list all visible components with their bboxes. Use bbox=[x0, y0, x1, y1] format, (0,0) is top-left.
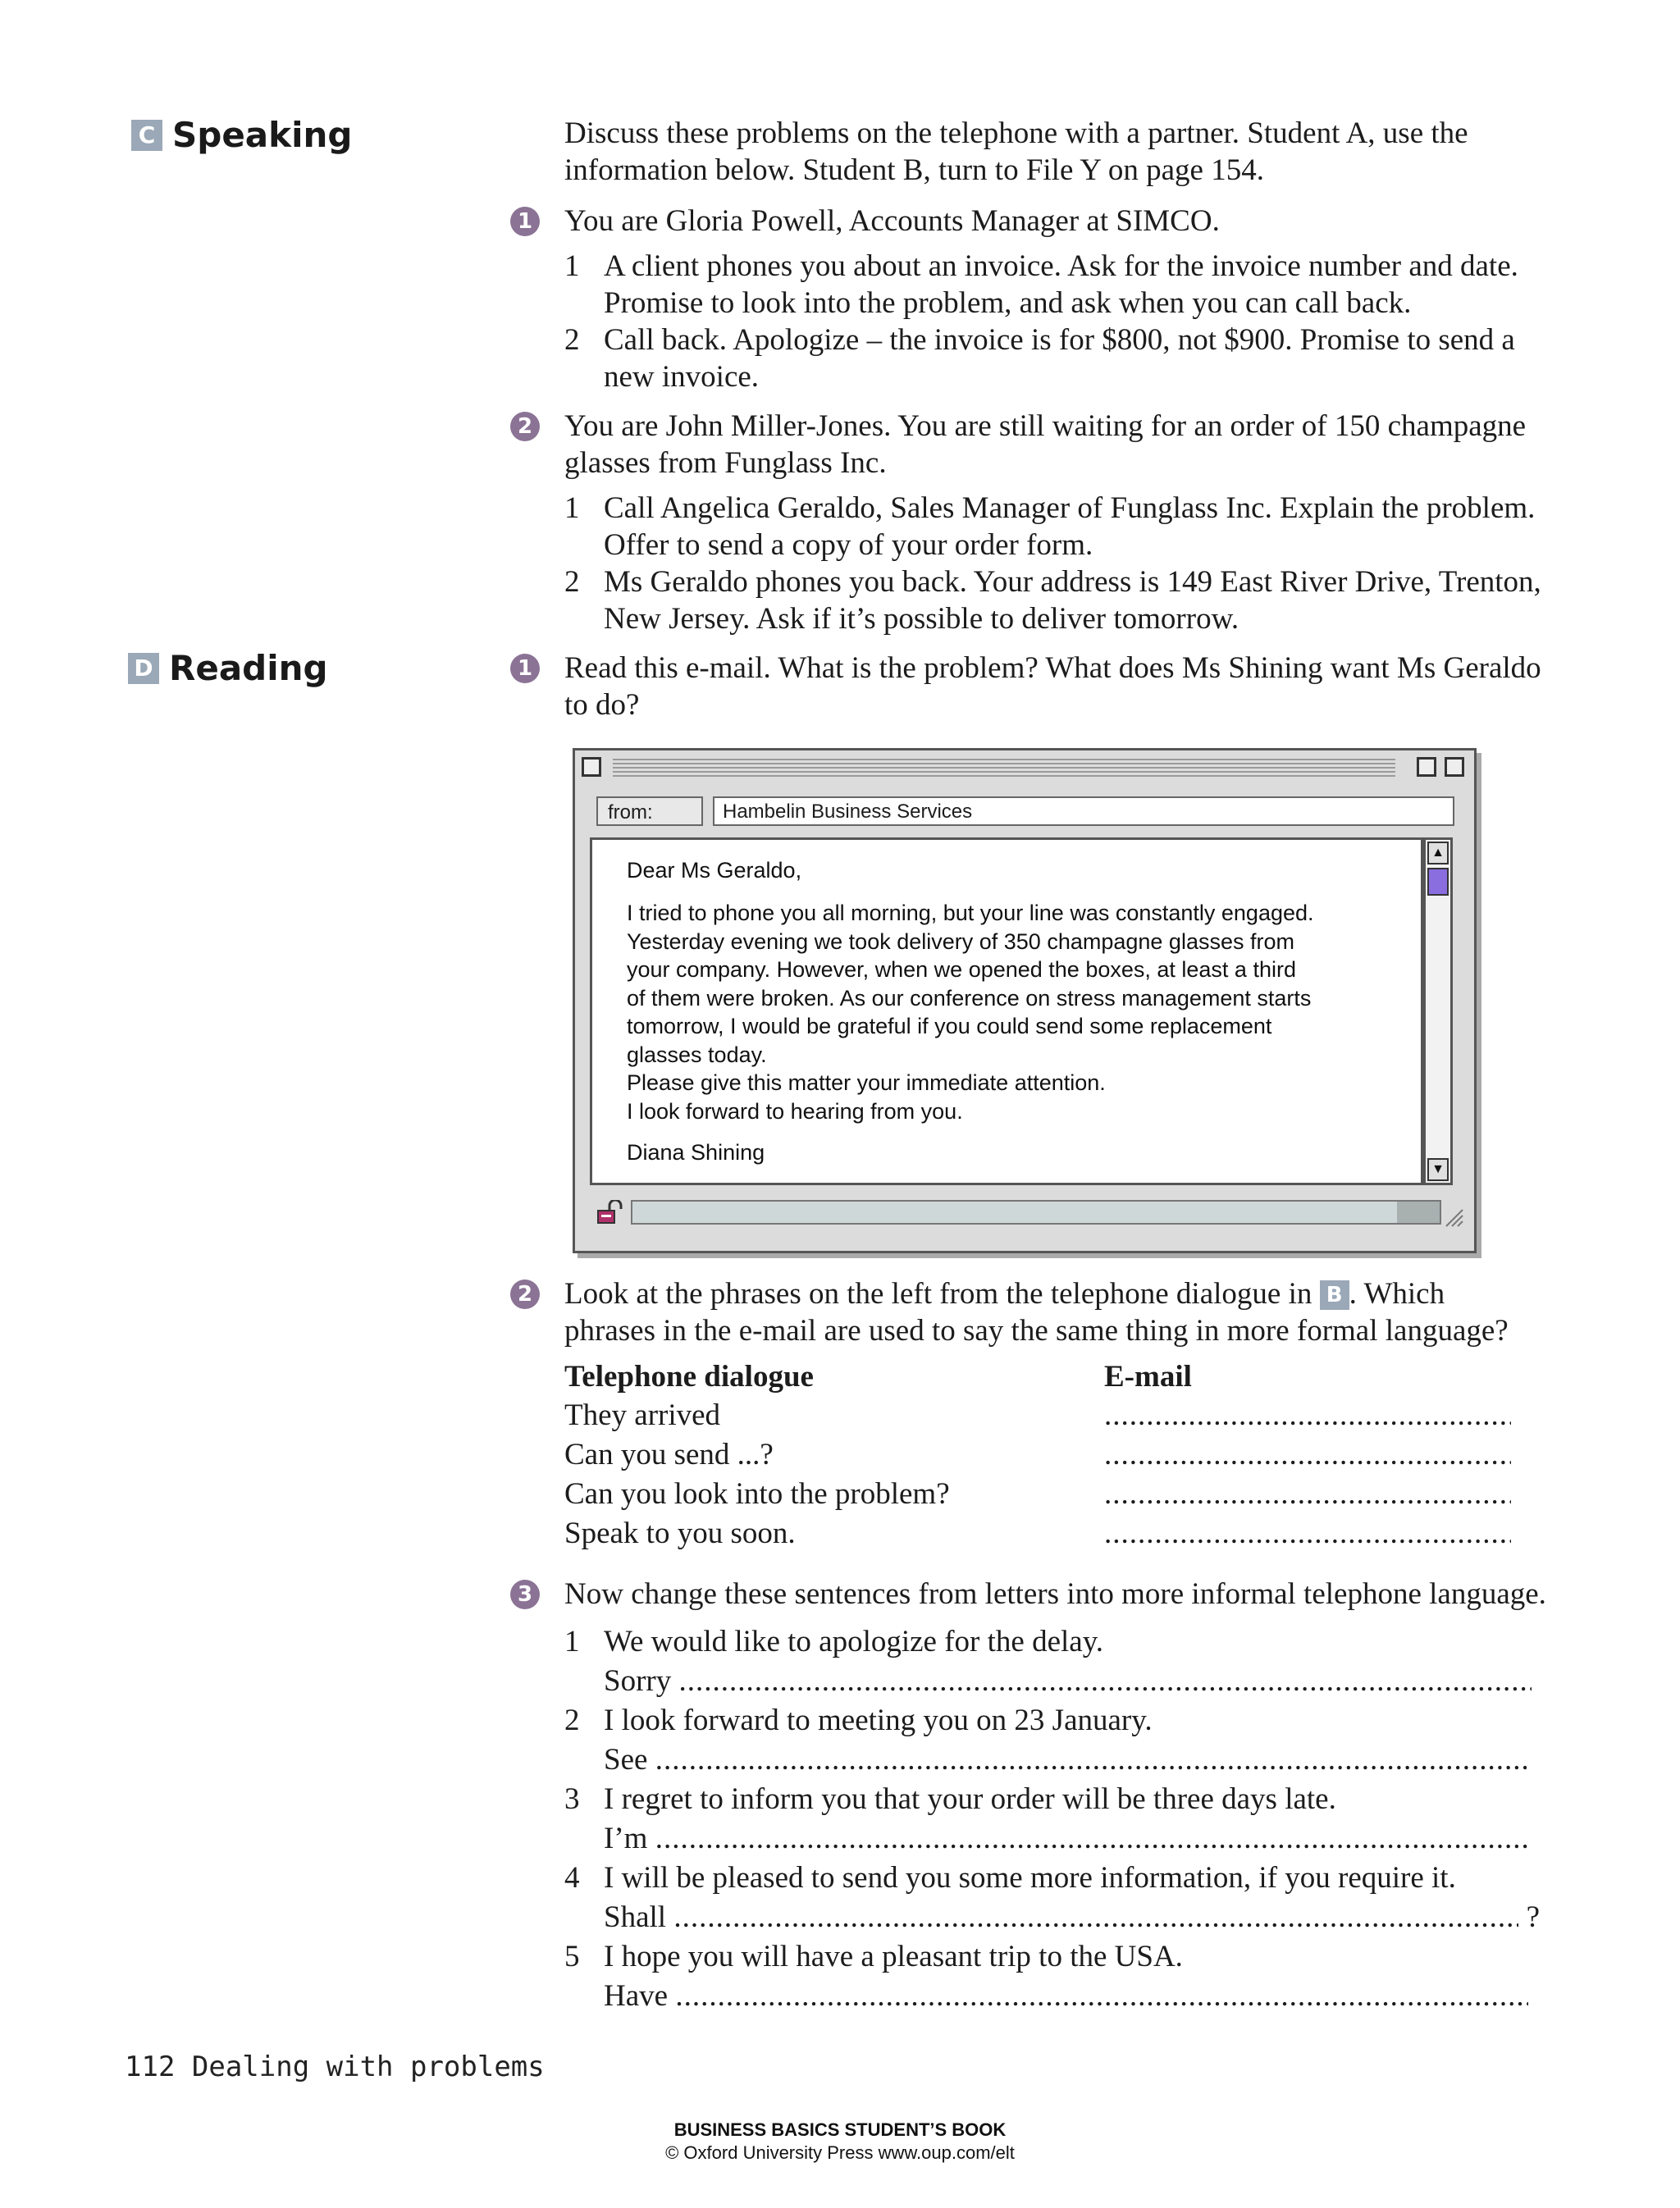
phrase-row: Can you send ...? bbox=[564, 1438, 774, 1471]
zoom-box-icon[interactable] bbox=[1417, 757, 1436, 777]
section-b-ref-badge: B bbox=[1320, 1280, 1349, 1310]
email-signature: Diana Shining bbox=[627, 1140, 765, 1165]
email-paragraph: I tried to phone you all morning, but your line was constantly engaged. Yesterday evening we took delivery of 350 champagne glasses from your company. However, when we opened the boxes, at least a third of them were broken. As our conference on stress management starts tomorrow, I would be grateful if you could send some replacement glasses today. Please give this matter your immediate attention. I look forward to hearing from you. bbox=[627, 901, 1314, 1124]
task-number-c1: 1 bbox=[510, 207, 540, 236]
phrase-row: They arrived bbox=[564, 1398, 721, 1432]
column-header-telephone: Telephone dialogue bbox=[564, 1360, 814, 1394]
section-c-heading bbox=[131, 115, 352, 155]
answer-blank[interactable] bbox=[675, 1978, 1528, 2014]
task-c2-text: You are John Miller-Jones. You are still waiting for an order of 150 champagne glasses from Funglass Inc. bbox=[564, 409, 1527, 480]
column-header-email: E-mail bbox=[1104, 1360, 1192, 1394]
section-d-title: Reading bbox=[169, 648, 328, 688]
horizontal-scrollbar[interactable] bbox=[631, 1200, 1441, 1225]
email-scrollbar[interactable] bbox=[1423, 837, 1453, 1185]
section-c-intro: Discuss these problems on the telephone with a partner. Student A, use the information below. Student B, turn to File Y on page 154. bbox=[564, 116, 1468, 187]
section-d-letter: D bbox=[128, 653, 159, 684]
email-body[interactable] bbox=[590, 837, 1423, 1185]
task-c1-text: You are Gloria Powell, Accounts Manager at SIMCO. bbox=[564, 204, 1220, 238]
horizontal-scroll-thumb[interactable] bbox=[1397, 1202, 1440, 1223]
rewrite-item: 1 We would like to apologize for the delay. Sorry ..... bbox=[564, 1623, 1549, 1702]
scroll-thumb[interactable] bbox=[1427, 868, 1449, 896]
section-c-title: Speaking bbox=[172, 115, 353, 155]
rewrite-item: 5 I hope you will have a pleasant trip to the USA. Have ..... bbox=[564, 1938, 1549, 2017]
answer-blank[interactable] bbox=[1104, 1397, 1511, 1434]
task-d3-text: Now change these sentences from letters into more informal telephone language. bbox=[564, 1577, 1546, 1611]
publisher-footer: BUSINESS BASICS STUDENT’S BOOK © Oxford University Press www.oup.com/elt bbox=[665, 2119, 1015, 2163]
answer-blank[interactable] bbox=[1104, 1476, 1511, 1512]
task-d1-text: Read this e-mail. What is the problem? What does Ms Shining want Ms Geraldo to do? bbox=[564, 651, 1541, 722]
answer-blank[interactable] bbox=[1104, 1515, 1511, 1552]
from-label: from: bbox=[596, 796, 703, 826]
task-number-d2: 2 bbox=[510, 1280, 540, 1309]
section-d-heading bbox=[128, 648, 328, 688]
rewrite-item: 2 I look forward to meeting you on 23 January. See ..... bbox=[564, 1702, 1549, 1781]
scroll-down-arrow-icon[interactable]: ▼ bbox=[1427, 1158, 1449, 1181]
rewrite-item: 4 I will be pleased to send you some more information, if you require it. Shall ..... ? bbox=[564, 1859, 1549, 1938]
phrase-row: Speak to you soon. bbox=[564, 1517, 796, 1550]
task-number-d1: 1 bbox=[510, 654, 540, 683]
answer-blank[interactable] bbox=[655, 1741, 1527, 1778]
close-box-icon[interactable] bbox=[582, 757, 601, 777]
from-field[interactable]: Hambelin Business Services bbox=[713, 796, 1454, 826]
email-from-row bbox=[596, 796, 1454, 828]
task-number-d3: 3 bbox=[510, 1580, 540, 1609]
email-status-bar bbox=[590, 1195, 1453, 1231]
answer-blank[interactable] bbox=[1104, 1436, 1511, 1473]
section-c-letter: C bbox=[131, 120, 162, 151]
unlock-icon[interactable] bbox=[595, 1200, 623, 1225]
email-window bbox=[573, 748, 1477, 1253]
phrase-row: Can you look into the problem? bbox=[564, 1477, 950, 1511]
page-number-footer: 112 Dealing with problems bbox=[125, 2051, 545, 2083]
task-number-c2: 2 bbox=[510, 412, 540, 441]
title-bar-stripes bbox=[613, 759, 1395, 777]
collapse-box-icon[interactable] bbox=[1445, 757, 1464, 777]
task-d2-text: Look at the phrases on the left from the telephone dialogue in B . Which phrases in the e-mail are used to say the same thing in more formal language? bbox=[564, 1277, 1509, 1348]
rewrite-item: 3 I regret to inform you that your order will be three days late. I’m ..... bbox=[564, 1781, 1549, 1859]
answer-blank[interactable] bbox=[678, 1663, 1532, 1699]
answer-blank[interactable] bbox=[673, 1899, 1518, 1936]
answer-blank[interactable] bbox=[655, 1820, 1528, 1857]
email-greeting: Dear Ms Geraldo, bbox=[627, 858, 802, 883]
scroll-up-arrow-icon[interactable]: ▲ bbox=[1427, 842, 1449, 864]
resize-grip-icon[interactable] bbox=[1440, 1203, 1464, 1228]
email-title-bar bbox=[580, 755, 1469, 778]
